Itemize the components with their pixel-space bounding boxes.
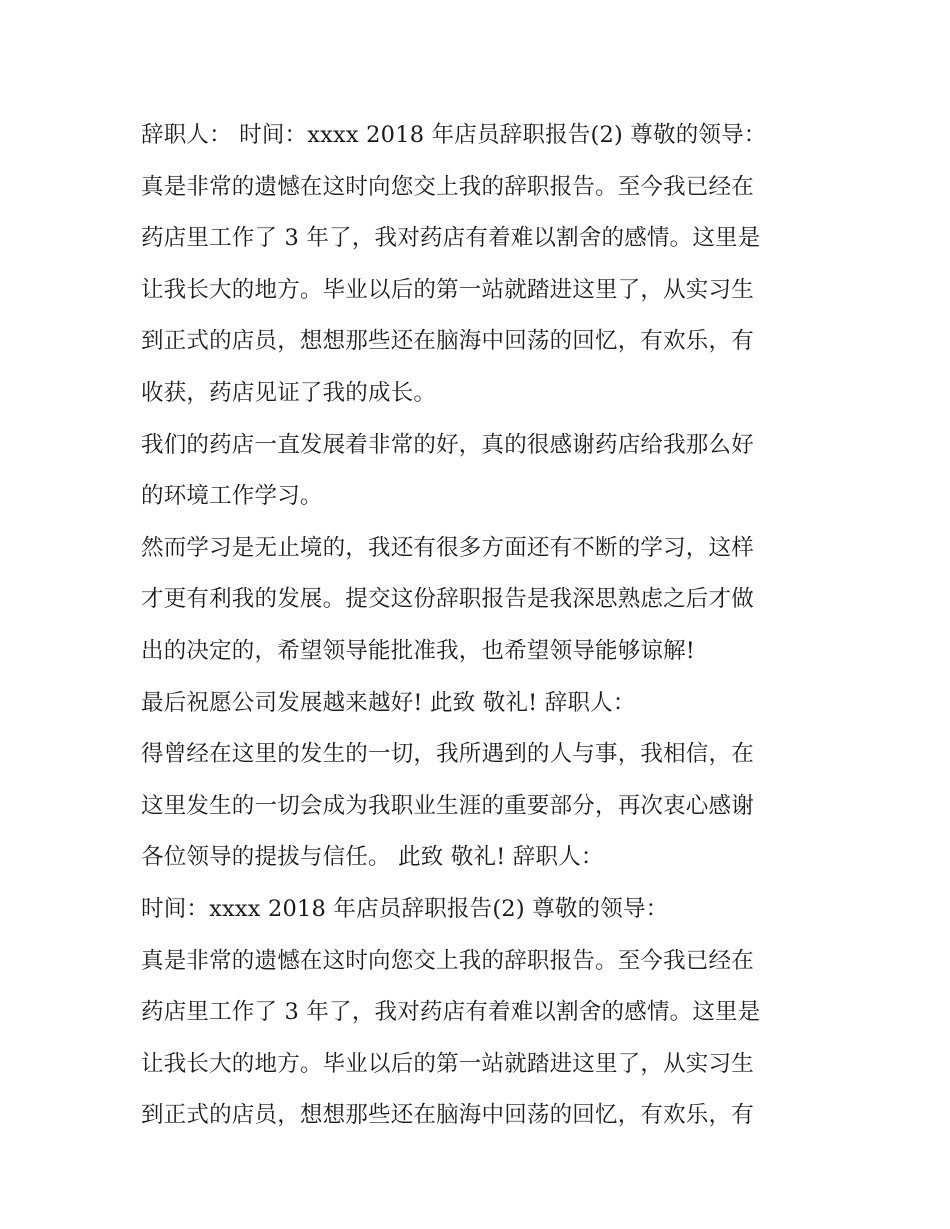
- text-line: 得曾经在这里的发生的一切，我所遇到的人与事，我相信，在: [141, 741, 754, 768]
- text-line: 最后祝愿公司发展越来越好! 此致 敬礼! 辞职人：: [141, 689, 636, 716]
- text-line: 然而学习是无止境的，我还有很多方面还有不断的学习，这样: [141, 534, 754, 561]
- text-line: 辞职人： 时间：xxxx 2018 年店员辞职报告(2) 尊敬的领导：: [141, 122, 767, 148]
- text-line: 药店里工作了 3 年了，我对药店有着难以割舍的感情。这里是: [141, 225, 761, 252]
- text-line: 让我长大的地方。毕业以后的第一站就踏进这里了，从实习生: [141, 276, 754, 303]
- text-line: 各位领导的提拔与信任。 此致 敬礼! 辞职人：: [141, 844, 604, 871]
- text-line: 让我长大的地方。毕业以后的第一站就踏进这里了，从实习生: [141, 1050, 754, 1077]
- text-line: 出的决定的，希望领导能批准我，也希望领导能够谅解!: [141, 637, 696, 664]
- text-line: 真是非常的遗憾在这时向您交上我的辞职报告。至今我已经在: [141, 947, 754, 974]
- text-line: 时间：xxxx 2018 年店员辞职报告(2) 尊敬的领导：: [141, 895, 669, 922]
- text-line: 药店里工作了 3 年了，我对药店有着难以割舍的感情。这里是: [141, 999, 761, 1026]
- text-line: 收获，药店见证了我的成长。: [141, 379, 437, 406]
- text-line: 到正式的店员，想想那些还在脑海中回荡的回忆，有欢乐，有: [141, 1102, 754, 1129]
- text-line: 的环境工作学习。: [141, 483, 323, 510]
- document-body: [141, 110, 821, 1142]
- text-line: 才更有利我的发展。提交这份辞职报告是我深思熟虑之后才做: [141, 586, 754, 613]
- text-line: 这里发生的一切会成为我职业生涯的重要部分，再次衷心感谢: [141, 792, 754, 819]
- text-line: 我们的药店一直发展着非常的好，真的很感谢药店给我那么好: [141, 431, 754, 458]
- text-line: 到正式的店员，想想那些还在脑海中回荡的回忆，有欢乐，有: [141, 328, 754, 355]
- text-line: 真是非常的遗憾在这时向您交上我的辞职报告。至今我已经在: [141, 173, 754, 200]
